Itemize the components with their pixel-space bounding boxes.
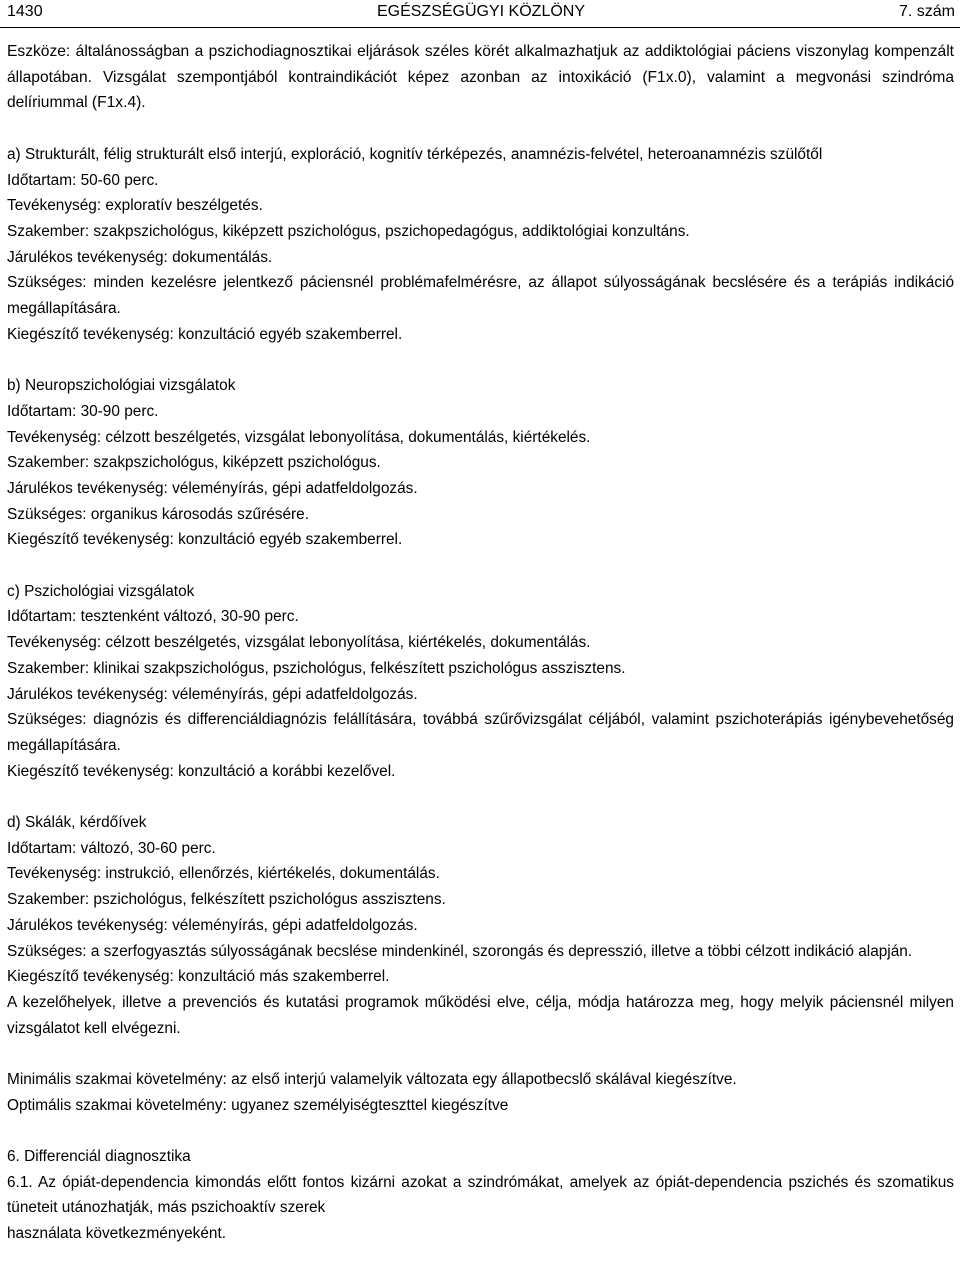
- section-d-supplementary: Kiegészítő tevékenység: konzultáció más szakemberrel.: [7, 968, 390, 986]
- section-a: [7, 142, 954, 348]
- journal-title: EGÉSZSÉGÜGYI KÖZLÖNY: [376, 3, 586, 20]
- section-d-title: d) Skálák, kérdőívek: [7, 814, 147, 832]
- section-a-related: Járulékos tevékenység: dokumentálás.: [7, 248, 273, 266]
- section-a-title: a) Strukturált, félig strukturált első interjú, exploráció, kognitív térképezés, anamnézis-felvétel, heteroanamnézis szülőtől: [7, 145, 823, 163]
- section-c-activity: Tevékenység: célzott beszélgetés, vizsgálat lebonyolítása, kiértékelés, dokumentálás.: [7, 634, 591, 652]
- section-b-needed: Szükséges: organikus károsodás szűrésére.: [7, 505, 309, 523]
- section-b-specialist: Szakember: szakpszichológus, kiképzett pszichológus.: [7, 454, 381, 472]
- section-c-duration: Időtartam: tesztenként változó, 30-90 perc.: [7, 608, 299, 626]
- section-a-needed: Szükséges: minden kezelésre jelentkező páciensnél problémafelmérésre, az állapot súlyosságának becslésére és a terápiás indikáció megállapítására.: [7, 274, 954, 318]
- section-b-duration: Időtartam: 30-90 perc.: [7, 402, 159, 420]
- optimal-requirement: Optimális szakmai követelmény: ugyanez személyiségteszttel kiegészítve: [7, 1096, 509, 1114]
- section-c-title: c) Pszichológiai vizsgálatok: [7, 582, 195, 600]
- section-c: [7, 579, 954, 785]
- section-d-needed: Szükséges: a szerfogyasztás súlyosságának becslése mindenkinél, szorongás és depresszió, illetve a többi célzott indikáció alapján.: [7, 942, 913, 960]
- section-d-activity: Tevékenység: instrukció, ellenőrzés, kiértékelés, dokumentálás.: [7, 865, 440, 883]
- minimal-requirement: Minimális szakmai követelmény: az első interjú valamelyik változata egy állapotbecslő skálával kiegészítve.: [7, 1071, 737, 1089]
- section-a-activity: Tevékenység: exploratív beszélgetés.: [7, 197, 263, 215]
- page-header: [7, 0, 955, 24]
- header-rule: [0, 27, 960, 28]
- section-b-supplementary: Kiegészítő tevékenység: konzultáció egyéb szakemberrel.: [7, 531, 403, 549]
- issue-number: 7. szám: [898, 3, 955, 20]
- section-b-title: b) Neuropszichológiai vizsgálatok: [7, 377, 236, 395]
- section-a-supplementary: Kiegészítő tevékenység: konzultáció egyéb szakemberrel.: [7, 325, 403, 343]
- document-body: [7, 39, 954, 1247]
- section-6-item-1: 6.1. Az ópiát-dependencia kimondás előtt fontos kizárni azokat a szindrómákat, amelyek az ópiát-dependencia pszichés és szomatikus tüneteit utánozhatják, más pszichoaktív szerek: [7, 1173, 954, 1217]
- section-b-activity: Tevékenység: célzott beszélgetés, vizsgálat lebonyolítása, dokumentálás, kiértékelés.: [7, 428, 591, 446]
- section-c-supplementary: Kiegészítő tevékenység: konzultáció a korábbi kezelővel.: [7, 762, 396, 780]
- section-d-specialist: Szakember: pszichológus, felkészített pszichológus asszisztens.: [7, 891, 446, 909]
- requirements: [7, 1067, 954, 1118]
- section-c-needed: Szükséges: diagnózis és differenciáldiagnózis felállítására, továbbá szűrővizsgálat céljából, valamint pszichoterápiás igénybevehetőség megállapítására.: [7, 711, 954, 754]
- section-d-related: Járulékos tevékenység: véleményírás, gépi adatfeldolgozás.: [7, 916, 418, 934]
- section-d: [7, 810, 954, 1041]
- section-c-related: Járulékos tevékenység: véleményírás, gépi adatfeldolgozás.: [7, 685, 418, 703]
- section-b: [7, 373, 954, 553]
- section-b-related: Járulékos tevékenység: véleményírás, gépi adatfeldolgozás.: [7, 479, 418, 497]
- section-a-duration: Időtartam: 50-60 perc.: [7, 171, 159, 189]
- section-6: [7, 1144, 954, 1247]
- section-6-title: 6. Differenciál diagnosztika: [7, 1147, 191, 1165]
- section-d-duration: Időtartam: változó, 30-60 perc.: [7, 839, 216, 857]
- section-c-specialist: Szakember: klinikai szakpszichológus, pszichológus, felkészített pszichológus asszisztens.: [7, 659, 626, 677]
- intro-paragraph: Eszköze: általánosságban a pszichodiagnosztikai eljárások széles körét alkalmazhatjuk az addiktológiai páciens viszonylag kompenzált állapotában. Vizsgálat szempontjából kontraindikációt képez azonban az intoxikáció (F1x.0), valamint a megvonási szindróma delíriummal (F1x.4).: [7, 43, 954, 112]
- page-number: 1430: [7, 3, 43, 20]
- section-d-closing: A kezelőhelyek, illetve a prevenciós és kutatási programok működési elve, célja, módja határozza meg, hogy melyik páciensnél milyen vizsgálatot kell elvégezni.: [7, 993, 954, 1037]
- section-a-specialist: Szakember: szakpszichológus, kiképzett pszichológus, pszichopedagógus, addiktológiai konzultáns.: [7, 222, 690, 240]
- section-6-item-1-continued: használata következményeként.: [7, 1225, 227, 1243]
